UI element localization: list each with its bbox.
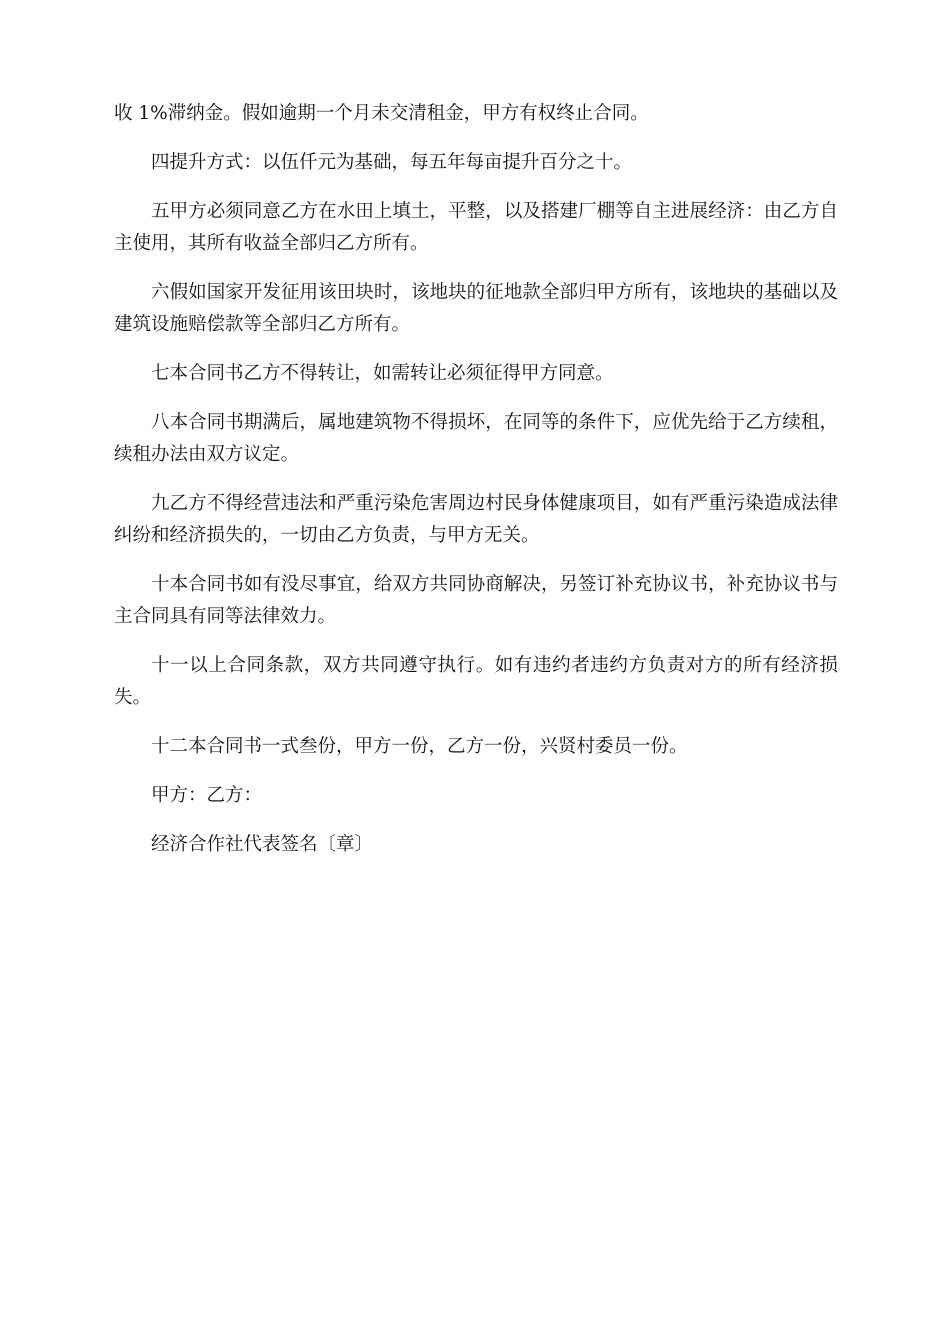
paragraph-clause-7: 七本合同书乙方不得转让，如需转让必须征得甲方同意。 — [151, 363, 614, 384]
paragraph-clause-5: 五甲方必须同意乙方在水田上填土，平整，以及搭建厂棚等自主进展经济：由乙方自主使用，其所有收益全部归乙方所有。 — [114, 201, 838, 254]
document-page — [114, 98, 838, 878]
paragraph-clause-6: 六假如国家开发征用该田块时，该地块的征地款全部归甲方所有，该地块的基础以及建筑设施赔偿款等全部归乙方所有。 — [114, 282, 838, 335]
paragraph-late-fee: 收 1%滞纳金。假如逾期一个月未交清租金，甲方有权终止合同。 — [114, 103, 649, 124]
paragraph-clause-10: 十本合同书如有没尽事宜，给双方共同协商解决，另签订补充协议书，补充协议书与主合同具有同等法律效力。 — [114, 574, 838, 627]
paragraph-clause-12: 十二本合同书一式叁份，甲方一份，乙方一份，兴贤村委员一份。 — [151, 736, 688, 757]
paragraph-clause-8: 八本合同书期满后，属地建筑物不得损坏，在同等的条件下，应优先给于乙方续租，续租办法由双方议定。 — [114, 412, 838, 465]
paragraph-clause-4: 四提升方式：以伍仟元为基础，每五年每亩提升百分之十。 — [151, 152, 633, 173]
paragraph-clause-9: 九乙方不得经营违法和严重污染危害周边村民身体健康项目，如有严重污染造成法律纠纷和经济损失的，一切由乙方负责，与甲方无关。 — [114, 493, 838, 546]
signature-parties-line: 甲方：乙方： — [151, 785, 263, 806]
paragraph-clause-11: 十一以上合同条款，双方共同遵守执行。如有违约者违约方负责对方的所有经济损失。 — [114, 655, 838, 708]
signature-representative-line: 经济合作社代表签名〔章〕 — [151, 834, 374, 855]
